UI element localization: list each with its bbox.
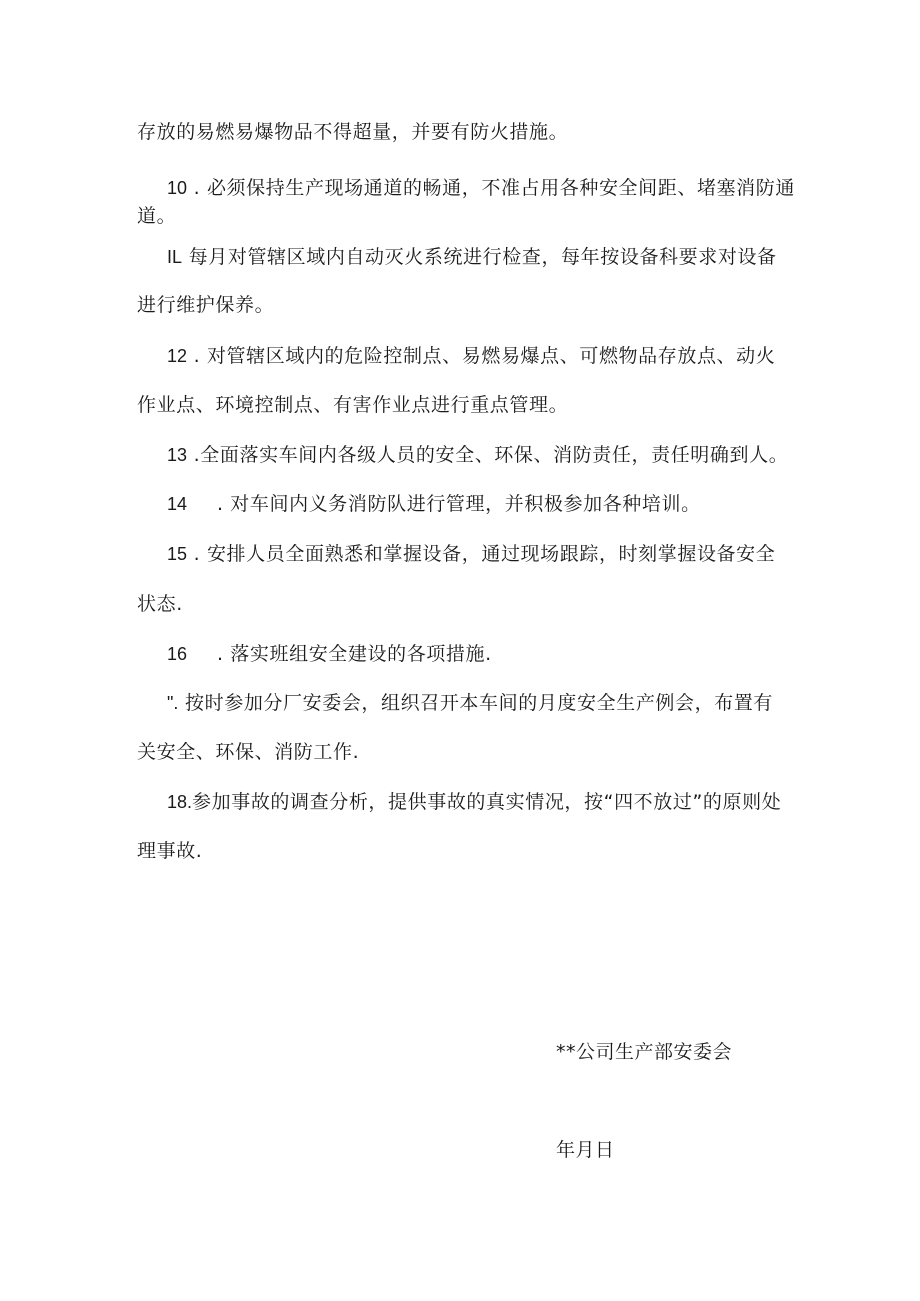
paragraph-line: 作业点、环境控制点、有害作业点进行重点管理。 — [137, 394, 569, 416]
paragraph-line: 状态. — [137, 593, 183, 615]
item-number: IL — [167, 247, 183, 267]
paragraph-16: 16 . 落实班组安全建设的各项措施. — [167, 643, 492, 665]
item-number: 18. — [167, 792, 193, 812]
item-number: 14 — [167, 494, 188, 514]
item-number: 15 — [167, 544, 188, 564]
paragraph-18: 18.参加事故的调查分析，提供事故的真实情况，按“四不放过”的原则处 — [167, 791, 782, 813]
paragraph-12: 12 . 对管辖区域内的危险控制点、易燃易爆点、可燃物品存放点、动火 — [167, 345, 776, 367]
item-number: 10 — [167, 178, 188, 198]
item-number: 13 — [167, 445, 188, 465]
paragraph-line: 存放的易燃易爆物品不得超量，并要有防火措施。 — [137, 121, 569, 143]
paragraph-14: 14 . 对车间内义务消防队进行管理，并积极参加各种培训。 — [167, 493, 701, 515]
item-number: 16 — [167, 644, 188, 664]
paragraph-11: IL 每月对管辖区域内自动灭火系统进行检查，每年按设备科要求对设备 — [167, 246, 777, 268]
paragraph-line: 进行维护保养。 — [137, 294, 275, 316]
paragraph-15: 15 . 安排人员全面熟悉和掌握设备，通过现场跟踪，时刻掌握设备安全 — [167, 543, 776, 565]
paragraph-line: 关安全、环保、消防工作. — [137, 741, 360, 763]
paragraph-10: 10 . 必须保持生产现场通道的畅通，不准占用各种安全间距、堵塞消防通 — [167, 177, 795, 199]
paragraph-line: 道。 — [137, 205, 177, 227]
signature-date: 年月日 — [556, 1139, 615, 1161]
item-number: 12 — [167, 346, 188, 366]
paragraph-line: 理事故. — [137, 840, 203, 862]
item-number: ". — [167, 693, 179, 713]
paragraph-17: ". 按时参加分厂安委会，组织召开本车间的月度安全生产例会，布置有 — [167, 692, 774, 714]
signature-organization: **公司生产部安委会 — [556, 1041, 733, 1063]
paragraph-13: 13 .全面落实车间内各级人员的安全、环保、消防责任，责任明确到人。 — [167, 444, 789, 466]
